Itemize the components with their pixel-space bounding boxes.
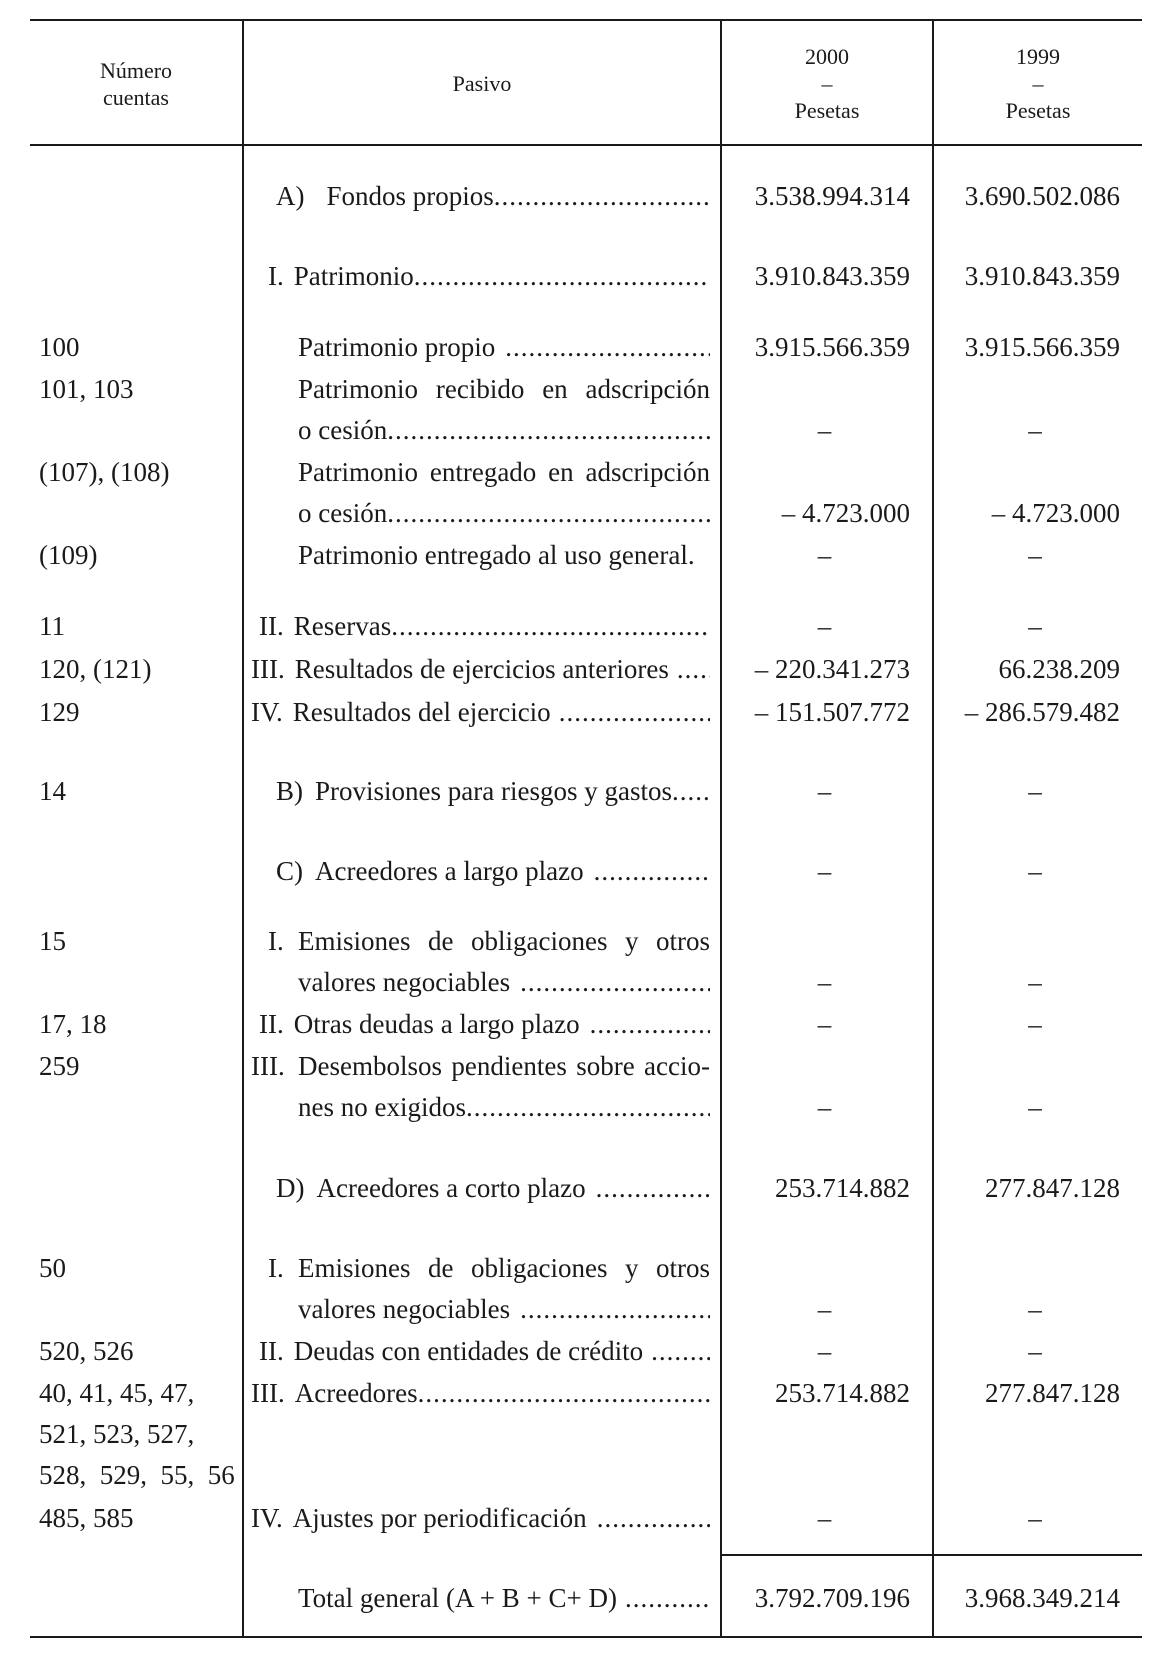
bottom-rule — [30, 1636, 1142, 1638]
header-accounts — [30, 57, 242, 111]
row-prefix: II. — [259, 1009, 284, 1039]
divider-accounts — [242, 19, 244, 1638]
row-text-line2: valores negociables — [298, 967, 511, 997]
value-1999: – — [1028, 1294, 1042, 1324]
row-prefix: B) — [276, 776, 303, 806]
value-2000: – — [817, 1009, 832, 1039]
value-2000: – — [817, 540, 832, 570]
account-number: 120, (121) — [39, 654, 152, 684]
value-1999: – — [1028, 1092, 1042, 1122]
value-2000: 3.792.709.196 — [754, 1583, 910, 1613]
value-2000: – — [817, 415, 832, 445]
header-1999-unit: Pesetas — [1005, 98, 1071, 123]
row-text-line2: o cesión — [298, 415, 388, 445]
leader-dots — [505, 327, 710, 368]
row-prefix: II. — [259, 1336, 284, 1366]
value-1999: – — [1028, 415, 1042, 445]
leader-dots — [466, 1087, 710, 1128]
row-text: Resultados de ejercicios anteriores — [294, 654, 669, 684]
header-liabilities: Pasivo — [452, 71, 512, 96]
leader-dots — [418, 1373, 710, 1414]
leader-dots — [590, 1004, 710, 1045]
header-2000-year: 2000 — [805, 44, 849, 69]
value-1999: – — [1028, 1336, 1042, 1366]
row-text: Patrimonio propio — [298, 332, 496, 362]
leader-dots — [520, 1289, 710, 1330]
account-line1: 40, 41, 45, 47, — [39, 1378, 195, 1408]
row-label — [268, 1248, 710, 1330]
leader-dots — [597, 1498, 710, 1539]
header-rule — [30, 144, 1142, 146]
account-number: (107), (108) — [39, 457, 170, 487]
row-text: Reservas — [293, 611, 392, 641]
row-prefix: IV. — [251, 1503, 283, 1533]
row-label — [268, 256, 710, 297]
row-label — [251, 1046, 710, 1128]
total-rule — [720, 1554, 1142, 1556]
row-label — [276, 1168, 710, 1209]
header-1999-year: 1999 — [1016, 44, 1060, 69]
header-1999-dash: – — [1032, 71, 1044, 96]
value-1999: 277.847.128 — [985, 1378, 1120, 1408]
leader-dots — [596, 1168, 710, 1209]
leader-dots — [520, 962, 710, 1003]
value-1999: – — [1028, 967, 1042, 997]
row-label — [251, 1498, 710, 1539]
row-label — [251, 692, 710, 733]
row-prefix: D) — [276, 1173, 305, 1203]
value-2000: 3.915.566.359 — [754, 332, 910, 362]
value-1999: 66.238.209 — [998, 654, 1120, 684]
row-text: Total general (A + B + C+ D) — [298, 1583, 617, 1613]
row-label — [268, 921, 710, 1003]
row-prefix: A) — [276, 181, 305, 211]
value-2000: – — [817, 856, 832, 886]
leader-dots — [387, 410, 710, 451]
value-1999: 277.847.128 — [985, 1173, 1120, 1203]
row-text-line2: valores negociables — [298, 1294, 511, 1324]
account-number: 100 — [39, 332, 80, 362]
value-2000: – — [817, 1092, 832, 1122]
header-accounts-line1: Número — [99, 58, 173, 83]
row-label — [276, 851, 710, 892]
row-label — [298, 1578, 710, 1619]
account-number — [39, 1373, 235, 1496]
row-label — [259, 606, 710, 647]
account-number: 101, 103 — [39, 374, 134, 404]
row-label — [251, 1373, 710, 1414]
row-text-line1: Desembolsos pendientes sobre accio- — [298, 1051, 710, 1081]
row-prefix: I. — [268, 1253, 284, 1283]
row-text: Otras deudas a largo plazo — [293, 1009, 580, 1039]
value-2000: – — [817, 1503, 832, 1533]
leader-dots — [494, 176, 710, 217]
row-label — [251, 649, 710, 690]
value-2000: 253.714.882 — [775, 1378, 910, 1408]
row-text: Fondos propios — [326, 181, 494, 211]
row-text: Ajustes por periodificación — [292, 1503, 587, 1533]
row-text: Resultados del ejercicio — [292, 697, 551, 727]
top-rule — [30, 19, 1142, 21]
row-label — [298, 327, 710, 368]
leader-dots — [559, 692, 710, 733]
value-2000: – — [817, 611, 832, 641]
row-prefix: III. — [251, 1378, 285, 1408]
account-line2: 521, 523, 527, — [39, 1419, 195, 1449]
row-label — [276, 771, 710, 812]
value-1999: – — [1028, 540, 1042, 570]
header-2000-unit: Pesetas — [794, 98, 860, 123]
account-number: 17, 18 — [39, 1009, 107, 1039]
row-text: Acreedores a largo plazo — [315, 856, 584, 886]
row-label — [298, 369, 710, 451]
row-label — [259, 1331, 710, 1372]
value-1999: 3.690.502.086 — [964, 181, 1120, 211]
value-2000: – 220.341.273 — [754, 654, 910, 684]
leader-dots — [677, 649, 710, 690]
row-text: Acreedores a corto plazo — [316, 1173, 586, 1203]
row-label — [298, 535, 718, 576]
row-prefix: I. — [268, 261, 284, 291]
leader-dots — [594, 851, 710, 892]
row-label — [276, 176, 710, 217]
header-2000-dash: – — [821, 71, 833, 96]
account-number: (109) — [39, 540, 98, 570]
row-prefix: III. — [251, 654, 285, 684]
value-1999: – 286.579.482 — [964, 697, 1120, 727]
leader-dots — [391, 606, 710, 647]
value-1999: – — [1028, 1009, 1042, 1039]
value-1999: – 4.723.000 — [991, 498, 1120, 528]
row-text: Patrimonio — [293, 261, 414, 291]
account-number: 11 — [39, 611, 65, 641]
value-1999: 3.968.349.214 — [964, 1583, 1120, 1613]
row-text: Deudas con entidades de crédito — [293, 1336, 644, 1366]
value-1999: 3.910.843.359 — [964, 261, 1120, 291]
header-1999 — [934, 43, 1142, 124]
row-text: Acreedores — [294, 1378, 418, 1408]
row-text-line1: Patrimonio entregado en adscripción — [298, 457, 710, 487]
row-text-line2: o cesión — [298, 498, 388, 528]
row-label — [298, 452, 710, 534]
value-2000: – — [817, 776, 832, 806]
account-line3: 528, 529, 55, 56 — [39, 1460, 235, 1490]
row-text: Provisiones para riesgos y gastos — [315, 776, 672, 806]
row-text: Patrimonio entregado al uso general. — [298, 540, 695, 570]
value-1999: – — [1028, 611, 1042, 641]
account-number: 485, 585 — [39, 1503, 134, 1533]
row-label — [259, 1004, 710, 1045]
value-1999: – — [1028, 776, 1042, 806]
row-prefix: I. — [268, 926, 284, 956]
account-number: 14 — [39, 776, 66, 806]
value-1999: – — [1028, 856, 1042, 886]
value-2000: 3.910.843.359 — [754, 261, 910, 291]
value-2000: 3.538.994.314 — [754, 181, 910, 211]
row-prefix: II. — [259, 611, 284, 641]
row-prefix: IV. — [251, 697, 283, 727]
account-number: 259 — [39, 1051, 80, 1081]
value-2000: – 151.507.772 — [754, 697, 910, 727]
leader-dots — [625, 1578, 710, 1619]
value-2000: – — [817, 967, 832, 997]
row-text-line2: nes no exigidos — [298, 1092, 466, 1122]
leader-dots — [672, 771, 710, 812]
row-text-line1: Emisiones de obligaciones y otros — [298, 926, 710, 956]
value-1999: – — [1028, 1503, 1042, 1533]
leader-dots — [387, 493, 710, 534]
account-number: 15 — [39, 926, 66, 956]
account-number: 129 — [39, 697, 80, 727]
value-1999: 3.915.566.359 — [964, 332, 1120, 362]
row-text-line1: Emisiones de obligaciones y otros — [298, 1253, 710, 1283]
row-text-line1: Patrimonio recibido en adscripción — [298, 374, 710, 404]
value-2000: – — [817, 1294, 832, 1324]
account-number: 50 — [39, 1253, 66, 1283]
row-prefix: III. — [251, 1051, 285, 1081]
value-2000: – 4.723.000 — [781, 498, 910, 528]
header-2000 — [722, 43, 932, 124]
leader-dots — [651, 1331, 710, 1372]
leader-dots — [414, 256, 710, 297]
account-number: 520, 526 — [39, 1336, 134, 1366]
header-accounts-line2: cuentas — [103, 85, 169, 110]
row-prefix: C) — [276, 856, 303, 886]
value-2000: 253.714.882 — [775, 1173, 910, 1203]
value-2000: – — [817, 1336, 832, 1366]
divider-2000 — [720, 19, 722, 1638]
